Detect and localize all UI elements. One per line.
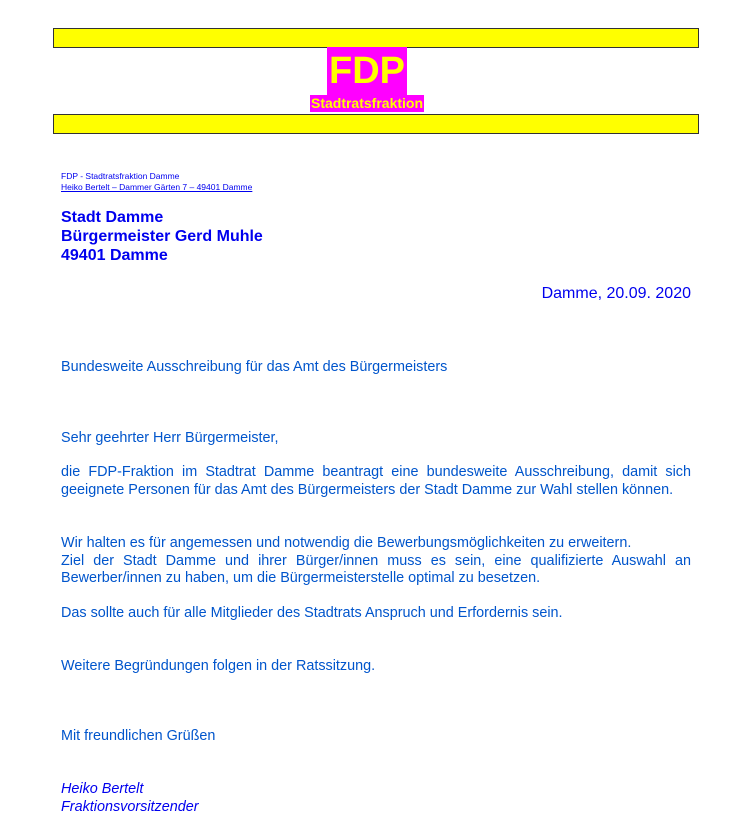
logo-subtitle-wrap	[0, 95, 734, 113]
paragraph-4: Weitere Begründungen folgen in der Ratssitzung.	[61, 658, 376, 674]
recipient-line-3: 49401 Damme	[61, 247, 168, 264]
logo-subtitle: Stadtratsfraktion	[310, 95, 424, 111]
letter-date: Damme, 20.09. 2020	[541, 285, 691, 302]
signature-name: Heiko Bertelt	[61, 781, 144, 797]
paragraph-1: die FDP-Fraktion im Stadtrat Damme beantragt eine bundesweite Ausschreibung, damit sich geeignete Personen für das Amt des Bürgermeisters der Stadt Damme zur Wahl stellen können.	[61, 464, 691, 498]
subject-line: Bundesweite Ausschreibung für das Amt des Bürgermeisters	[61, 359, 448, 375]
recipient-address	[61, 208, 263, 265]
paragraph-2	[61, 535, 691, 588]
letterhead-bar-top	[53, 28, 699, 48]
salutation: Sehr geehrter Herr Bürgermeister,	[61, 430, 279, 446]
logo	[0, 47, 734, 95]
paragraph-2-line-1: Wir halten es für angemessen und notwendig die Bewerbungsmöglichkeiten zu erweitern.	[61, 535, 632, 551]
recipient-line-2: Bürgermeister Gerd Muhle	[61, 228, 263, 245]
logo-text: FDP	[327, 47, 407, 95]
signature-role: Fraktionsvorsitzender	[61, 798, 199, 815]
recipient-line-1: Stadt Damme	[61, 209, 164, 226]
sender-line-1: FDP - Stadtratsfraktion Damme	[61, 171, 180, 181]
paragraph-2-rest: Ziel der Stadt Damme und ihrer Bürger/innen muss es sein, eine qualifizierte Auswahl an Bewerber/innen zu haben, um die Bürgermeisterstelle optimal zu besetzen.	[61, 552, 691, 587]
sender-address	[61, 171, 252, 193]
sender-line-2: Heiko Bertelt – Dammer Gärten 7 – 49401 Damme	[61, 182, 253, 192]
closing: Mit freundlichen Grüßen	[61, 728, 216, 744]
letterhead-bar-bottom	[53, 114, 699, 134]
signature	[61, 781, 691, 816]
paragraph-3: Das sollte auch für alle Mitglieder des Stadtrats Anspruch und Erfordernis sein.	[61, 605, 563, 621]
